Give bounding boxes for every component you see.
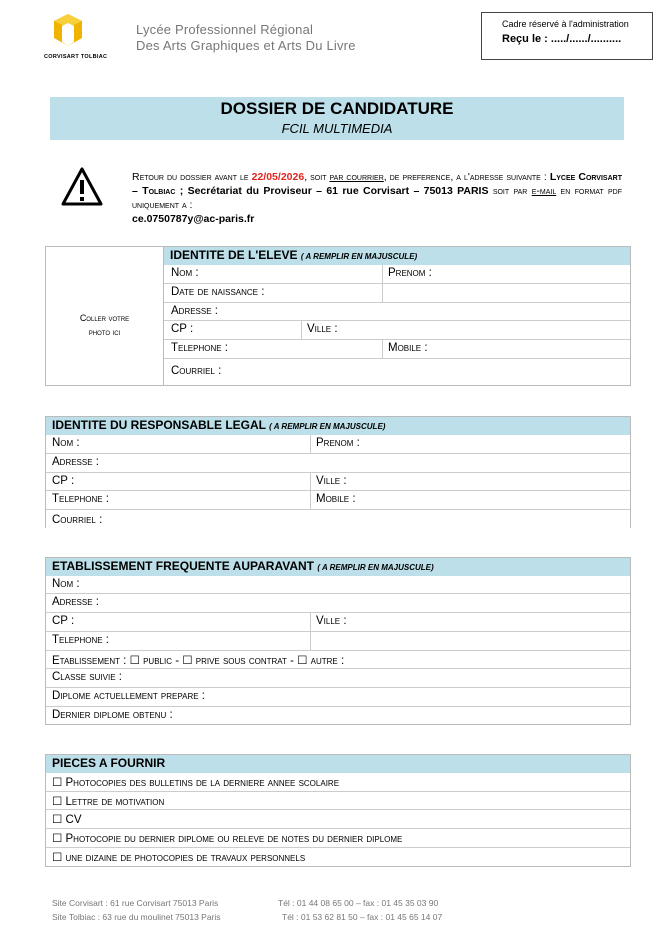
school-name-row[interactable] [46, 576, 630, 594]
student-telephone-label: Telephone : [171, 342, 228, 354]
guardian-address-row[interactable] [46, 454, 630, 473]
school-cp-row[interactable] [46, 613, 630, 632]
student-prenom-label: Prenom : [388, 267, 432, 279]
document-item[interactable]: ☐ une dizaine de photocopies de travaux personnels [52, 852, 306, 864]
student-section-header: IDENTITE DE L'ELEVE ( A REMPLIR EN MAJUSCULE) [164, 247, 630, 265]
private-checkbox[interactable]: ☐ [182, 655, 193, 667]
guardian-cp-label: CP : [52, 475, 75, 487]
guardian-email-row[interactable] [46, 510, 630, 529]
guardian-name-row[interactable] [46, 435, 630, 454]
student-birthdate-row[interactable] [164, 284, 630, 303]
guardian-telephone-label: Telephone : [52, 493, 109, 505]
guardian-ville-label: Ville : [316, 475, 347, 487]
school-address-label: Adresse : [52, 596, 99, 608]
other-option: autre : [310, 655, 345, 667]
school-class-label: Classe suivie : [52, 671, 122, 683]
checkbox[interactable]: ☐ [52, 852, 63, 864]
school-nom-label: Nom : [52, 578, 80, 590]
other-checkbox[interactable]: ☐ [297, 655, 308, 667]
student-address-row[interactable] [164, 303, 630, 321]
guardian-section [45, 416, 631, 528]
submission-notice: Retour du dossier avant le 22/05/2026, soit par courrier, de preference, a l'adresse suivante : Lycee Corvisart – Tolbiac ; Secrétariat du Proviseur – 61 rue Corvisart – 75013 PARIS soit par e-mail en format pdf uniquement a : ce.0750787y@ac-paris.fr [132, 171, 622, 225]
school-section-header: ETABLISSEMENT FREQUENTE AUPARAVANT ( A REMPLIR EN MAJUSCULE) [46, 558, 630, 576]
admin-box-received: Reçu le : ...../....../.......... [502, 33, 622, 45]
school-diploma-prep-row[interactable] [46, 688, 630, 707]
student-nom-label: Nom : [171, 267, 199, 279]
footer-site-1: Site Corvisart : 61 rue Corvisart 75013 Paris [52, 898, 219, 908]
student-birthdate-label: Date de naissance : [171, 286, 265, 298]
school-diploma-last-row[interactable] [46, 707, 630, 725]
public-checkbox[interactable]: ☐ [129, 655, 140, 667]
student-section [45, 246, 631, 386]
school-line-1: Lycée Professionnel Régional [136, 22, 314, 37]
guardian-phone-row[interactable] [46, 491, 630, 510]
document-item[interactable]: ☐ Lettre de motivation [46, 792, 630, 810]
document-item[interactable]: ☐ CV [46, 810, 630, 829]
contact-email[interactable]: ce.0750787y@ac-paris.fr [132, 213, 255, 225]
school-ville-label: Ville : [316, 615, 347, 627]
document-item[interactable]: ☐ Photocopies des bulletins de la derniere annee scolaire [46, 773, 630, 792]
student-name-row[interactable] [164, 265, 630, 284]
page-title: DOSSIER DE CANDIDATURE [220, 99, 454, 118]
student-cp-row[interactable] [164, 321, 630, 340]
guardian-mobile-label: Mobile : [316, 493, 356, 505]
school-diploma-last-label: Dernier diplome obtenu : [52, 709, 173, 721]
page-subtitle: FCIL MULTIMEDIA [281, 121, 393, 136]
school-class-row[interactable] [46, 669, 630, 688]
admin-box [481, 12, 653, 60]
document-item[interactable]: ☐ Photocopie du dernier diplome ou releve de notes du dernier diplome [46, 829, 630, 848]
checkbox[interactable]: ☐ [52, 796, 63, 808]
student-courriel-label: Courriel : [171, 365, 222, 377]
photo-placeholder[interactable]: Coller votre photo ici [46, 247, 164, 385]
warning-icon [60, 166, 104, 208]
admin-box-title: Cadre réservé à l'administration [502, 19, 629, 29]
school-phone-row[interactable] [46, 632, 630, 651]
public-option: public [143, 655, 172, 667]
deadline-date: 22/05/2026 [251, 171, 305, 183]
school-type-label: Etablissement : [52, 655, 127, 667]
school-cp-label: CP : [52, 615, 75, 627]
school-diploma-prep-label: Diplome actuellement prepare : [52, 690, 205, 702]
guardian-address-label: Adresse : [52, 456, 99, 468]
checkbox[interactable]: ☐ [52, 814, 63, 826]
guardian-courriel-label: Courriel : [52, 514, 103, 526]
school-line-2: Des Arts Graphiques et Arts Du Livre [136, 38, 356, 53]
documents-section [45, 754, 631, 867]
documents-section-header: PIECES A FOURNIR [46, 755, 630, 773]
title-banner [50, 97, 624, 140]
school-type-row: Etablissement : ☐ public - ☐ prive sous contrat - ☐ autre : [46, 651, 630, 669]
footer-site-2: Site Tolbiac : 63 rue du moulinet 75013 Paris [52, 912, 221, 922]
school-logo [44, 12, 116, 76]
school-section [45, 557, 631, 725]
logo-text: CORVISART TOLBIAC [44, 54, 108, 60]
checkbox[interactable]: ☐ [52, 833, 63, 845]
private-option: prive sous contrat [195, 655, 287, 667]
student-email-row[interactable] [164, 359, 630, 385]
school-address-row[interactable] [46, 594, 630, 613]
student-address-label: Adresse : [171, 305, 218, 317]
student-ville-label: Ville : [307, 323, 338, 335]
student-phone-row[interactable] [164, 340, 630, 359]
checkbox[interactable]: ☐ [52, 777, 63, 789]
school-telephone-label: Telephone : [52, 634, 109, 646]
guardian-section-header: IDENTITE DU RESPONSABLE LEGAL ( A REMPLIR EN MAJUSCULE) [46, 417, 630, 435]
guardian-prenom-label: Prenom : [316, 437, 360, 449]
student-mobile-label: Mobile : [388, 342, 428, 354]
footer-tel-2: Tél : 01 53 62 81 50 – fax : 01 45 65 14 07 [282, 912, 443, 922]
school-name [136, 22, 356, 54]
footer-tel-1: Tél : 01 44 08 65 00 – fax : 01 45 35 03 90 [278, 898, 439, 908]
student-cp-label: CP : [171, 323, 194, 335]
guardian-nom-label: Nom : [52, 437, 80, 449]
guardian-cp-row[interactable] [46, 473, 630, 491]
